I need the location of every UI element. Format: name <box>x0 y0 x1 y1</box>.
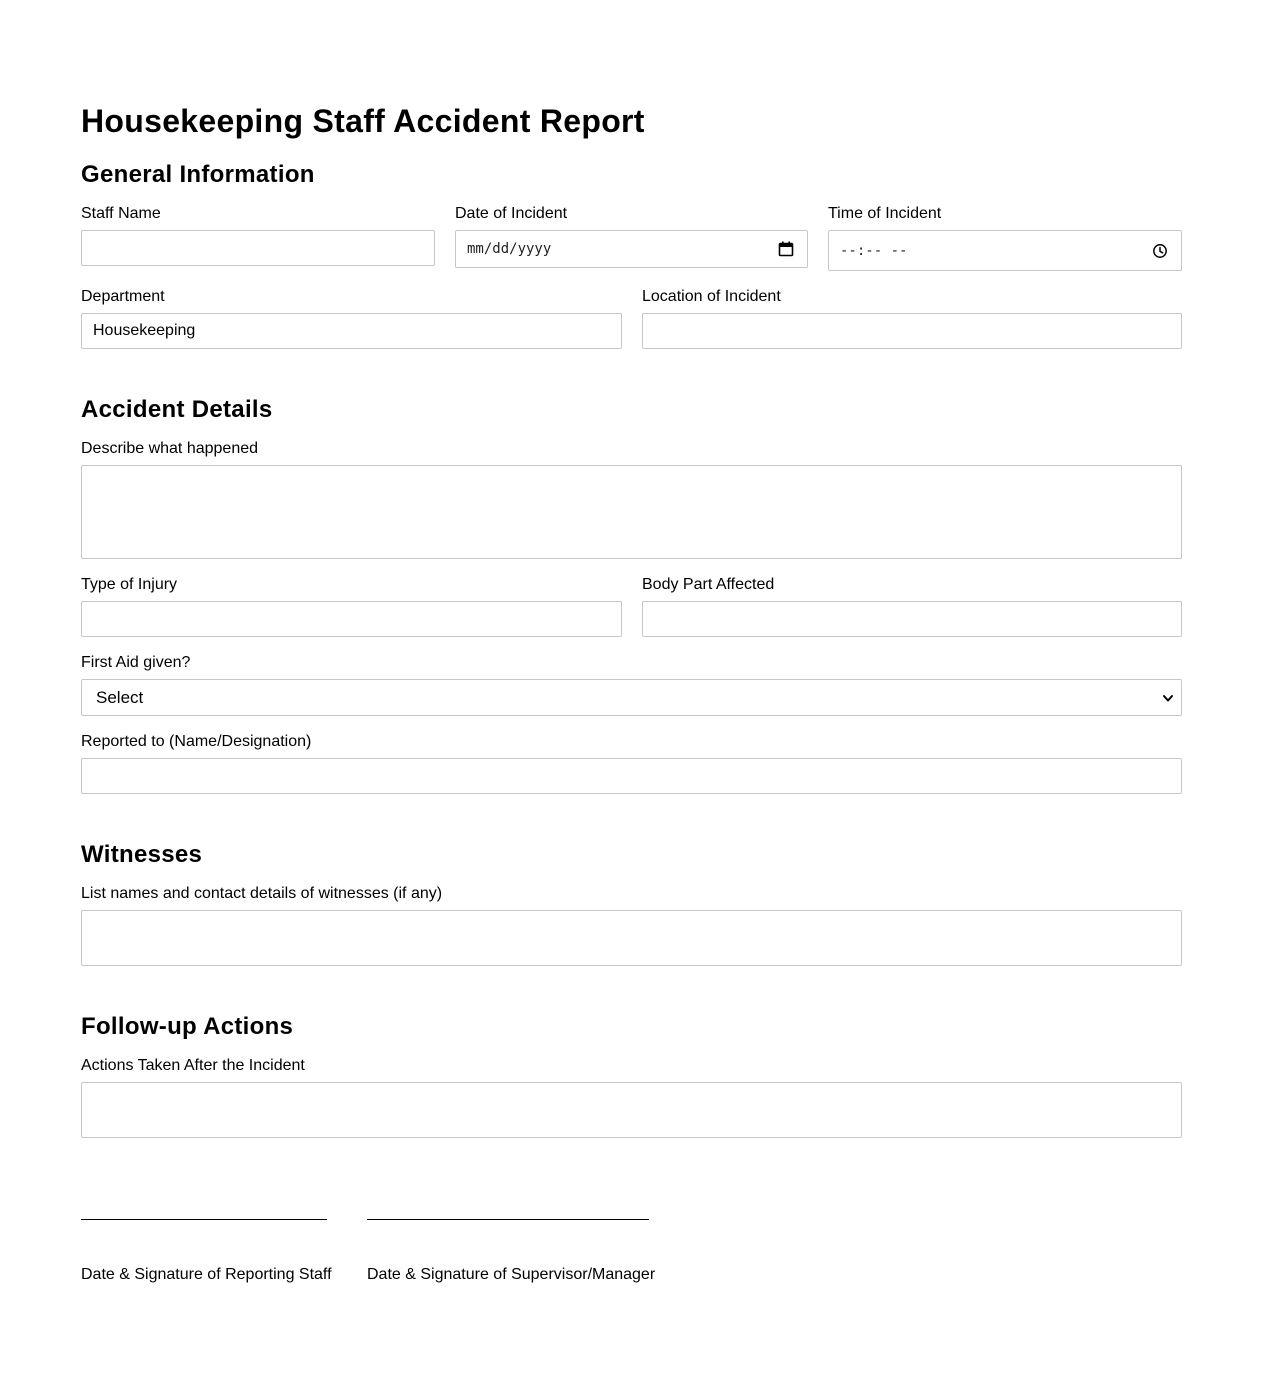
staff-name-label: Staff Name <box>81 205 161 222</box>
department-value: Housekeeping <box>93 322 196 339</box>
first-aid-label: First Aid given? <box>81 654 191 671</box>
accident-details-heading: Accident Details <box>81 396 273 423</box>
chevron-down-icon <box>1161 691 1175 705</box>
follow-up-actions-heading: Follow-up Actions <box>81 1013 294 1040</box>
reporting-staff-signature-line <box>81 1219 327 1220</box>
actions-taken-label: Actions Taken After the Incident <box>81 1057 305 1074</box>
time-of-incident-input[interactable] <box>828 230 1182 271</box>
location-of-incident-input[interactable] <box>642 313 1182 349</box>
date-of-incident-label: Date of Incident <box>455 205 568 222</box>
supervisor-signature-label: Date & Signature of Supervisor/Manager <box>367 1266 656 1283</box>
time-placeholder: --:-- -- <box>840 242 908 259</box>
reported-to-label: Reported to (Name/Designation) <box>81 733 312 750</box>
reported-to-input[interactable] <box>81 758 1182 794</box>
date-placeholder: mm/dd/yyyy <box>467 241 552 257</box>
date-of-incident-input[interactable] <box>455 230 808 268</box>
actions-taken-textarea[interactable] <box>81 1082 1182 1138</box>
witnesses-label: List names and contact details of witnesses (if any) <box>81 885 443 902</box>
clock-icon[interactable] <box>1152 243 1168 259</box>
witnesses-textarea[interactable] <box>81 910 1182 966</box>
describe-what-happened-textarea[interactable] <box>81 465 1182 559</box>
first-aid-select[interactable] <box>81 679 1182 716</box>
staff-name-input[interactable] <box>81 230 435 266</box>
type-of-injury-input[interactable] <box>81 601 622 637</box>
general-information-heading: General Information <box>81 161 315 188</box>
department-label: Department <box>81 288 165 305</box>
department-input[interactable] <box>81 313 622 349</box>
type-of-injury-label: Type of Injury <box>81 576 178 593</box>
reporting-staff-signature-label: Date & Signature of Reporting Staff <box>81 1266 332 1283</box>
location-of-incident-label: Location of Incident <box>642 288 781 305</box>
supervisor-signature-line <box>367 1219 649 1220</box>
calendar-icon[interactable] <box>778 241 794 257</box>
body-part-affected-input[interactable] <box>642 601 1182 637</box>
body-part-affected-label: Body Part Affected <box>642 576 775 593</box>
time-of-incident-label: Time of Incident <box>828 205 942 222</box>
first-aid-selected-value: Select <box>96 687 144 707</box>
page-title: Housekeeping Staff Accident Report <box>81 103 645 139</box>
describe-what-happened-label: Describe what happened <box>81 440 259 457</box>
witnesses-heading: Witnesses <box>81 841 203 868</box>
